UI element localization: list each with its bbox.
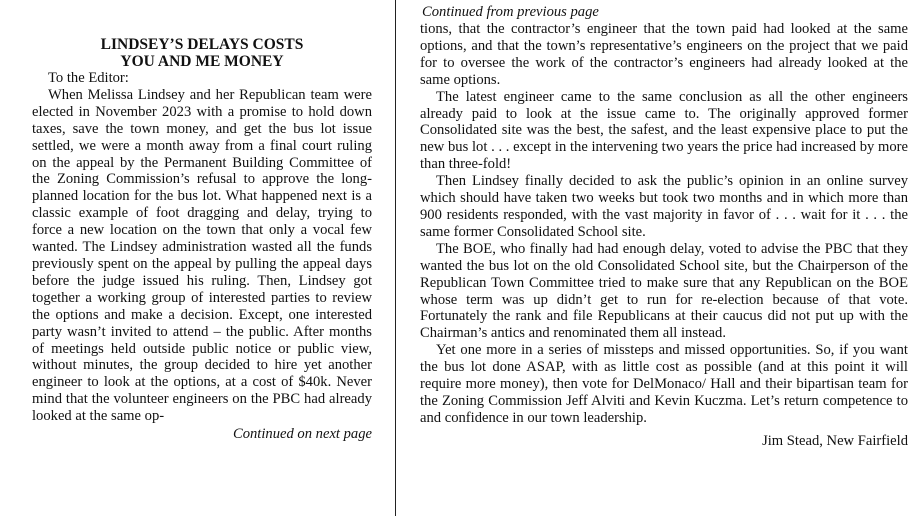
continued-on-next-page: Continued on next page (232, 426, 372, 443)
paragraph-2: The latest engineer came to the same conclusion as all the other engineers already paid to look at the issue came to. The originally approved former Consolidated site was the best, the safest, and the least expensive place to put the new bus lot . . . except in the intervening two years the price had increased by more than three-fold! (420, 88, 908, 173)
paragraph-3: Then Lindsey finally decided to ask the public’s opinion in an online survey which should have taken two weeks but took two months and in which more than 900 residents responded, with the vast majority in favor of . . . wait for it . . . the same former Consolidated School site. (420, 173, 908, 240)
continued-from-previous-page: Continued from previous page (422, 4, 599, 20)
headline (32, 36, 372, 70)
paragraph-1-part-1: When Melissa Lindsey and her Republican team were elected in November 2023 with a promise to hold down taxes, save the town money, and get the bus lot issue settled, we were a month away from a final court ruling on the appeal by the Permanent Building Committee of the Zoning Commission’s refusal to approve the long-planned location for the bus lot. What happened next is a classic example of foot dragging and delay, trying to force a new location on the town that only a vocal few wanted. The Lindsey administration wasted all the funds previously spent on the appeal by pulling the appeal days before the judge issued his ruling. Then, Lindsey got together a working group of interested parties to review the options and make a decision. Except, one interested party wasn’t invited to attend – the public. After months of meetings held outside public notice or public view, without minutes, the group decided to hire yet another engineer to look at the options, at a cost of $40k. Never mind that the volunteer engineers on the PBC had already looked at the same op- (32, 86, 372, 425)
headline-line-1: LINDSEY’S DELAYS COSTS (100, 36, 304, 53)
paragraph-1-part-2: tions, that the contractor’s engineer that the town paid had looked at the same options, and that the town’s representative’s engineers on the project that we paid for to oversee the work of the contractor’s engineers had already looked at the same options. (420, 21, 908, 88)
right-column (420, 0, 908, 450)
headline-line-2: YOU AND ME MONEY (120, 53, 284, 70)
column-divider (395, 0, 396, 516)
left-column (32, 0, 372, 443)
salutation: To the Editor: (48, 70, 129, 86)
signature: Jim Stead, New Fairfield (762, 432, 908, 449)
paragraph-4: The BOE, who finally had had enough delay, voted to advise the PBC that they wanted the bus lot on the old Consolidated School site, but the Chairperson of the Republican Town Committee tried to make sure that any Republican on the BOE whose term was up didn’t get to run for re-election because of that vote. Fortunately the rank and file Republicans at their caucus did not put up with the Chairman’s antics and renominated them all instead. (420, 240, 908, 342)
paragraph-5: Yet one more in a series of missteps and missed opportunities. So, if you want the bus lot done ASAP, with as little cost as possible (and at this point it will require more money), then vote for DelMonaco/ Hall and their bipartisan team for the Zoning Commission Jeff Alviti and Kevin Kuczma. Let’s return competence to and confidence in our town leadership. (420, 342, 908, 426)
